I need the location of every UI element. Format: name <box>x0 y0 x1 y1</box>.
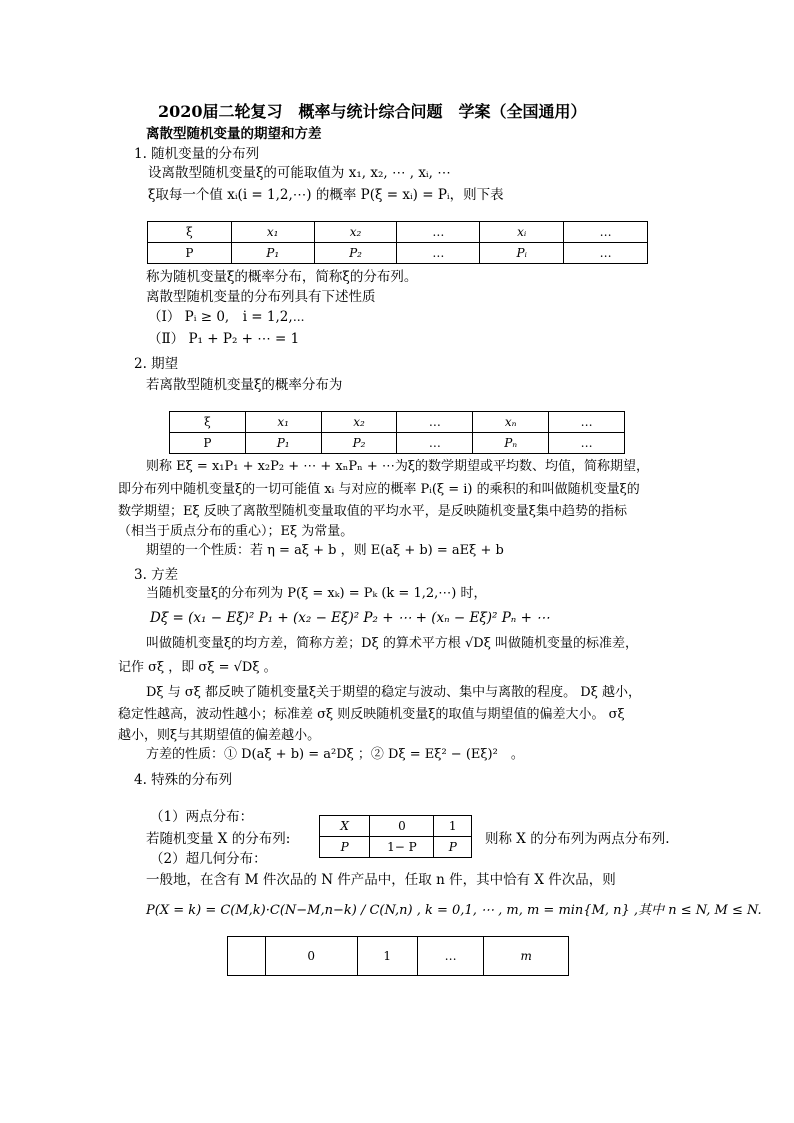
s3-line6: 越小，则ξ与其期望值的偏差越小。 <box>118 728 321 743</box>
s2-para-4: （相当于质点分布的重心）；Eξ 为常量。 <box>118 524 354 539</box>
s1-property-2: （Ⅱ） P₁ + P₂ + ⋯ = 1 <box>148 331 300 347</box>
s1-heading: 1. 随机变量的分布列 <box>134 146 260 162</box>
page-title: 2020届二轮复习 概率与统计综合问题 学案（全国通用） <box>158 102 587 121</box>
table-cell: P₁ <box>231 243 314 264</box>
s2-line1: 若离散型随机变量ξ的概率分布为 <box>146 377 343 393</box>
table-cell: x₁ <box>231 222 314 243</box>
s1-line1: 设离散型随机变量ξ的可能取值为 x₁, x₂, ⋯ , xᵢ, ⋯ <box>148 165 451 181</box>
table-row <box>148 222 648 243</box>
s2-distribution-table <box>169 411 625 454</box>
s2-para-2: 即分布列中随机变量ξ的一切可能值 xᵢ 与对应的概率 Pᵢ(ξ = i) 的乘积的和叫做随机变量ξ的 <box>118 482 640 497</box>
table-row <box>228 937 569 976</box>
table-row <box>170 433 625 454</box>
table-cell: P <box>320 837 370 858</box>
s4-after-table: 则称 X 的分布列为两点分布列. <box>485 831 670 847</box>
s3-heading: 3. 方差 <box>134 567 179 583</box>
s4-hypergeometric: （2）超几何分布： <box>150 851 267 867</box>
table-cell: P₁ <box>245 433 321 454</box>
table-cell: P₂ <box>314 243 397 264</box>
s1-line2: ξ取每一个值 xᵢ(i = 1,2,⋯) 的概率 P(ξ = xᵢ) = Pᵢ，则下表 <box>148 187 504 203</box>
table-cell: … <box>397 433 473 454</box>
table-cell: … <box>549 433 625 454</box>
table-cell: m <box>484 937 569 976</box>
table-cell: x₁ <box>245 412 321 433</box>
s2-para-1: 则称 Eξ = x₁P₁ + x₂P₂ + ⋯ + xₙPₙ + ⋯为ξ的数学期望或平均数、均值，简称期望， <box>146 459 650 474</box>
table-cell: … <box>564 243 648 264</box>
s3-line5: 稳定性越高，波动性越小；标准差 σξ 则反映随机变量ξ的取值与期望值的偏差大小。 σξ <box>118 707 625 722</box>
table-row <box>320 816 472 837</box>
table-cell: … <box>549 412 625 433</box>
table-cell: P <box>434 837 472 858</box>
table-cell: ξ <box>170 412 246 433</box>
s3-line3: 记作 σξ ，即 σξ = √Dξ 。 <box>118 660 277 675</box>
table-cell: xₙ <box>473 412 549 433</box>
table-row <box>170 412 625 433</box>
table-cell: x₂ <box>314 222 397 243</box>
table-cell: … <box>397 222 480 243</box>
s4-two-point: （1）两点分布： <box>150 809 254 825</box>
s4-two-point-table <box>319 815 472 858</box>
table-cell: … <box>397 412 473 433</box>
table-row <box>148 243 648 264</box>
s4-hyper-table <box>227 936 569 976</box>
table-cell <box>228 937 266 976</box>
section-subtitle: 离散型随机变量的期望和方差 <box>146 126 322 142</box>
s1-line3: 称为随机变量ξ的概率分布，简称ξ的分布列。 <box>146 269 418 285</box>
s3-line4: Dξ 与 σξ 都反映了随机变量ξ关于期望的稳定与波动、集中与离散的程度。 Dξ 越小， <box>146 685 642 700</box>
table-cell: 1 <box>434 816 472 837</box>
s1-line4: 离散型随机变量的分布列具有下述性质 <box>146 289 376 305</box>
s2-heading: 2. 期望 <box>134 356 179 372</box>
table-cell: 0 <box>370 816 434 837</box>
s3-line1: 当随机变量ξ的分布列为 P(ξ = xₖ) = Pₖ (k = 1,2,⋯) 时， <box>146 586 487 601</box>
table-row <box>320 837 472 858</box>
table-cell: Pᵢ <box>480 243 564 264</box>
table-cell: 1− P <box>370 837 434 858</box>
s2-para-3: 数学期望；Eξ 反映了离散型随机变量取值的平均水平，是反映随机变量ξ集中趋势的指标 <box>118 504 627 519</box>
table-cell: P₂ <box>321 433 397 454</box>
table-cell: P <box>170 433 246 454</box>
table-cell: X <box>320 816 370 837</box>
s4-hyper-formula: P(X = k) = C(M,k)·C(N−M,n−k) / C(N,n) , k = 0,1, ⋯ , m, m = min{M, n} ,其中 n ≤ N, M ≤ N. <box>146 903 762 918</box>
table-cell: x₂ <box>321 412 397 433</box>
table-cell: Pₙ <box>473 433 549 454</box>
table-cell: … <box>417 937 483 976</box>
table-cell: … <box>564 222 648 243</box>
s3-variance-property: 方差的性质：① D(aξ + b) = a²Dξ ；② Dξ = Eξ² − (Eξ)² 。 <box>146 747 524 762</box>
table-cell: … <box>397 243 480 264</box>
s2-expectation-property: 期望的一个性质：若 η = aξ + b ，则 E(aξ + b) = aEξ + b <box>146 543 504 558</box>
s3-line2: 叫做随机变量ξ的均方差，简称方差；Dξ 的算术平方根 √Dξ 叫做随机变量的标准差， <box>146 636 639 651</box>
table-cell: 0 <box>265 937 357 976</box>
table-cell: 1 <box>357 937 417 976</box>
s4-heading: 4. 特殊的分布列 <box>134 772 233 788</box>
table-cell: P <box>148 243 232 264</box>
s1-distribution-table <box>147 221 648 264</box>
table-cell: xᵢ <box>480 222 564 243</box>
s4-rv-label: 若随机变量 X 的分布列: <box>146 831 291 847</box>
s4-hyper-desc: 一般地，在含有 M 件次品的 N 件产品中，任取 n 件，其中恰有 X 件次品，则 <box>146 872 616 888</box>
s1-property-1: （Ⅰ） Pᵢ ≥ 0, i = 1,2,⋯ <box>148 309 305 325</box>
s3-variance-formula: Dξ = (x₁ − Eξ)² P₁ + (x₂ − Eξ)² P₂ + ⋯ + (xₙ − Eξ)² Pₙ + ⋯ <box>150 610 550 626</box>
table-cell: ξ <box>148 222 232 243</box>
